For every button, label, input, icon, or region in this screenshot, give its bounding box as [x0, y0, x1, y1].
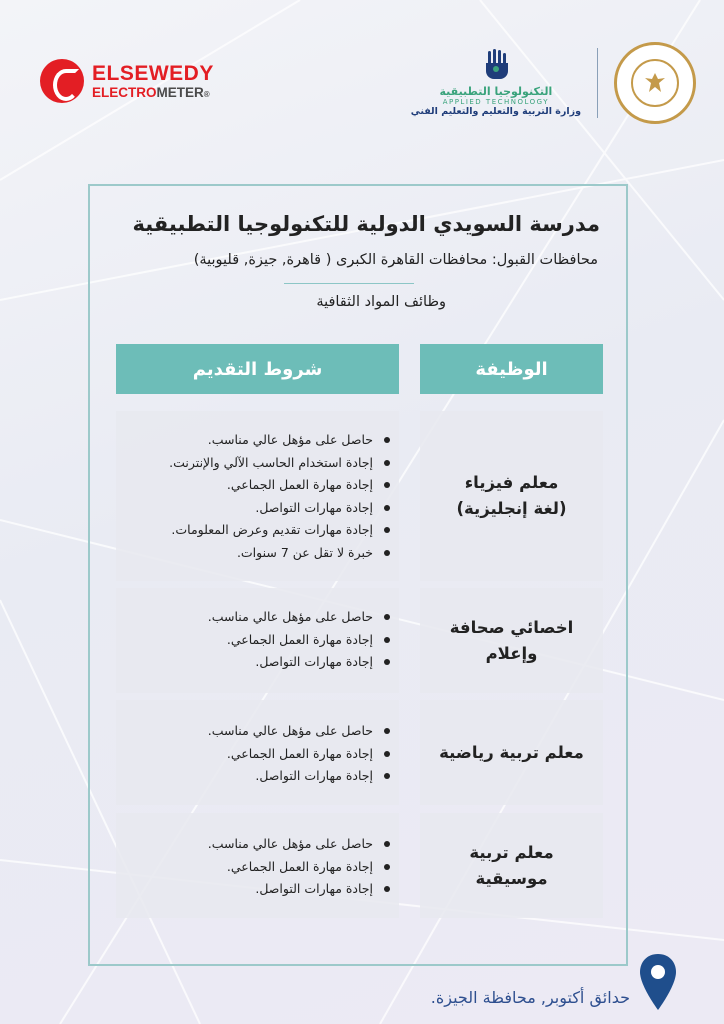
requirements-cell — [116, 411, 399, 581]
logo-line-2: ELECTROMETER® — [92, 84, 210, 100]
requirements-cell — [116, 588, 399, 693]
header-requirements: شروط التقديم — [116, 344, 399, 394]
applied-technology-logo — [411, 49, 581, 117]
ministry-name-arabic: وزارة التربية والتعليم والتعليم الفني — [410, 106, 581, 117]
requirement-item: إجادة مهارات التواصل. — [116, 765, 373, 788]
requirement-item: إجادة مهارة العمل الجماعي. — [116, 856, 373, 879]
requirement-item: حاصل على مؤهل عالي مناسب. — [116, 429, 373, 452]
requirements-list — [116, 720, 399, 788]
admission-governorates: محافظات القبول: محافظات القاهرة الكبرى ( قاهرة, جيزة, قليوبية) — [193, 252, 598, 268]
requirements-cell — [116, 700, 399, 805]
job-cell: معلم فيزياء (لغة إنجليزية) — [420, 411, 603, 581]
requirements-list — [116, 833, 399, 901]
job-cell: معلم تربية موسيقية — [420, 813, 603, 918]
applied-tech-arabic: التكنولوجيا التطبيقية — [439, 85, 553, 98]
job-cell: معلم تربية رياضية — [420, 700, 603, 805]
eagle-icon — [631, 59, 679, 107]
requirement-item: حاصل على مؤهل عالي مناسب. — [116, 606, 373, 629]
requirement-item: إجادة مهارات التواصل. — [116, 497, 373, 520]
page-title: مدرسة السويدي الدولية للتكنولوجيا التطبيقية — [132, 212, 600, 236]
requirement-item: إجادة مهارة العمل الجماعي. — [116, 629, 373, 652]
header-job: الوظيفة — [420, 344, 603, 394]
hand-icon — [481, 49, 511, 83]
logo-divider — [597, 48, 598, 118]
requirement-item: إجادة مهارات التواصل. — [116, 878, 373, 901]
title-divider — [284, 283, 414, 284]
ministry-logos — [411, 42, 696, 124]
department-label: وظائف المواد الثقافية — [316, 294, 446, 310]
requirement-item: إجادة مهارة العمل الجماعي. — [116, 474, 373, 497]
requirement-item: حاصل على مؤهل عالي مناسب. — [116, 720, 373, 743]
address-text: حدائق أكتوبر, محافظة الجيزة. — [430, 988, 630, 1007]
requirement-item: إجادة مهارات تقديم وعرض المعلومات. — [116, 519, 373, 542]
job-cell: اخصائي صحافة وإعلام — [420, 588, 603, 693]
requirement-item: خبرة لا تقل عن 7 سنوات. — [116, 542, 373, 565]
elsewedy-logo — [40, 58, 214, 104]
requirements-list — [116, 606, 399, 674]
logo-line-1: ELSEWEDY — [92, 61, 214, 85]
ministry-seal — [614, 42, 696, 124]
requirement-item: حاصل على مؤهل عالي مناسب. — [116, 833, 373, 856]
requirements-cell — [116, 813, 399, 918]
requirement-item: إجادة مهارات التواصل. — [116, 651, 373, 674]
location-pin-icon — [637, 952, 679, 1014]
applied-tech-english: APPLIED TECHNOLOGY — [442, 98, 550, 106]
requirements-list — [116, 429, 399, 564]
elsewedy-mark-icon — [40, 59, 84, 103]
requirement-item: إجادة استخدام الحاسب الآلي والإنترنت. — [116, 452, 373, 475]
requirement-item: إجادة مهارة العمل الجماعي. — [116, 743, 373, 766]
